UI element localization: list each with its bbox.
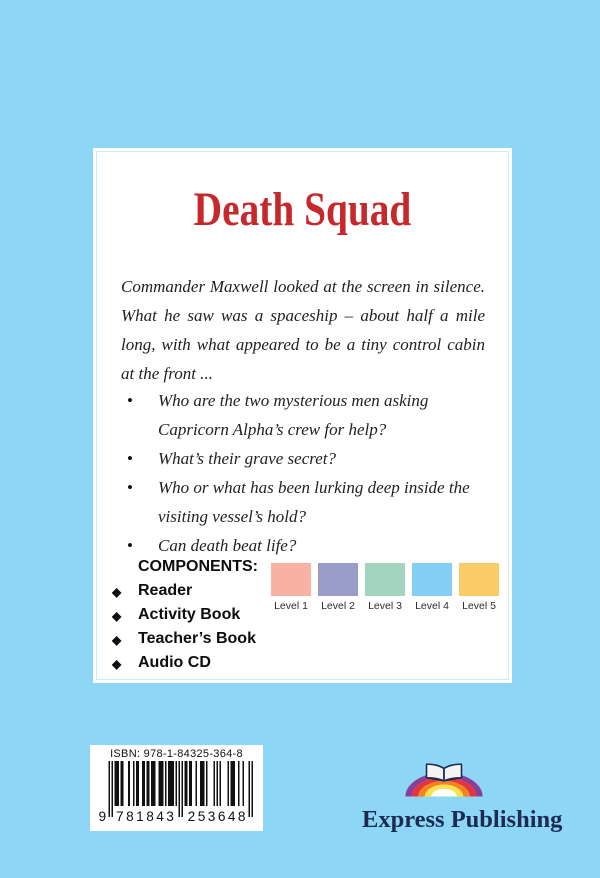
list-item <box>125 386 486 444</box>
svg-text:781843: 781843 <box>115 807 174 823</box>
bullet-icon: • <box>127 391 133 410</box>
components-section <box>112 555 258 675</box>
bullet-icon: • <box>127 449 133 468</box>
open-book-rainbow-icon <box>398 756 490 803</box>
level-label: Level 3 <box>368 600 402 612</box>
publisher-logo <box>362 756 563 834</box>
diamond-icon: ◆ <box>112 585 122 599</box>
level-5-swatch <box>459 563 499 596</box>
synopsis-text: Commander Maxwell looked at the screen in silence. What he saw was a spaceship – about half a mile long, with what appeared to be a tiny control cabin at the front ... <box>121 277 485 383</box>
level-3-item <box>365 563 405 612</box>
level-2-item <box>318 563 358 612</box>
isbn-number: ISBN: 978-1-84325-364-8 <box>110 748 243 760</box>
component-label: Reader <box>138 582 193 599</box>
level-1-item <box>271 563 311 612</box>
question-text: What’s their grave secret? <box>158 449 336 468</box>
level-label: Level 4 <box>415 600 449 612</box>
svg-text:9: 9 <box>98 807 106 823</box>
level-4-swatch <box>412 563 452 596</box>
isbn-barcode <box>90 745 263 831</box>
component-label: Teacher’s Book <box>138 630 256 647</box>
components-list <box>112 579 258 675</box>
level-legend <box>271 563 499 612</box>
svg-text:253648: 253648 <box>187 807 246 823</box>
level-3-swatch <box>365 563 405 596</box>
list-item <box>125 473 486 531</box>
level-label: Level 1 <box>274 600 308 612</box>
component-label: Audio CD <box>138 654 211 671</box>
question-text: Can death beat life? <box>158 536 297 555</box>
bullet-icon: • <box>127 536 133 555</box>
list-item <box>112 603 258 627</box>
teaser-question-list <box>125 386 486 560</box>
level-label: Level 5 <box>462 600 496 612</box>
level-label: Level 2 <box>321 600 355 612</box>
component-label: Activity Book <box>138 606 241 623</box>
question-text: Who are the two mysterious men asking Capricorn Alpha’s crew for help? <box>158 391 429 439</box>
cover-card <box>93 148 512 683</box>
components-heading: COMPONENTS: <box>138 558 258 575</box>
diamond-icon: ◆ <box>112 633 122 647</box>
list-item <box>112 651 258 675</box>
book-title: Death Squad <box>193 183 412 236</box>
list-item <box>112 627 258 651</box>
level-5-item <box>459 563 499 612</box>
level-1-swatch <box>271 563 311 596</box>
list-item <box>125 444 486 473</box>
question-text: Who or what has been lurking deep inside the visiting vessel’s hold? <box>158 478 470 526</box>
diamond-icon: ◆ <box>112 609 122 623</box>
list-item <box>112 579 258 603</box>
publisher-name: Express Publishing <box>362 806 563 833</box>
level-2-swatch <box>318 563 358 596</box>
level-4-item <box>412 563 452 612</box>
barcode-bars <box>97 761 257 823</box>
bullet-icon: • <box>127 478 133 497</box>
diamond-icon: ◆ <box>112 657 122 671</box>
